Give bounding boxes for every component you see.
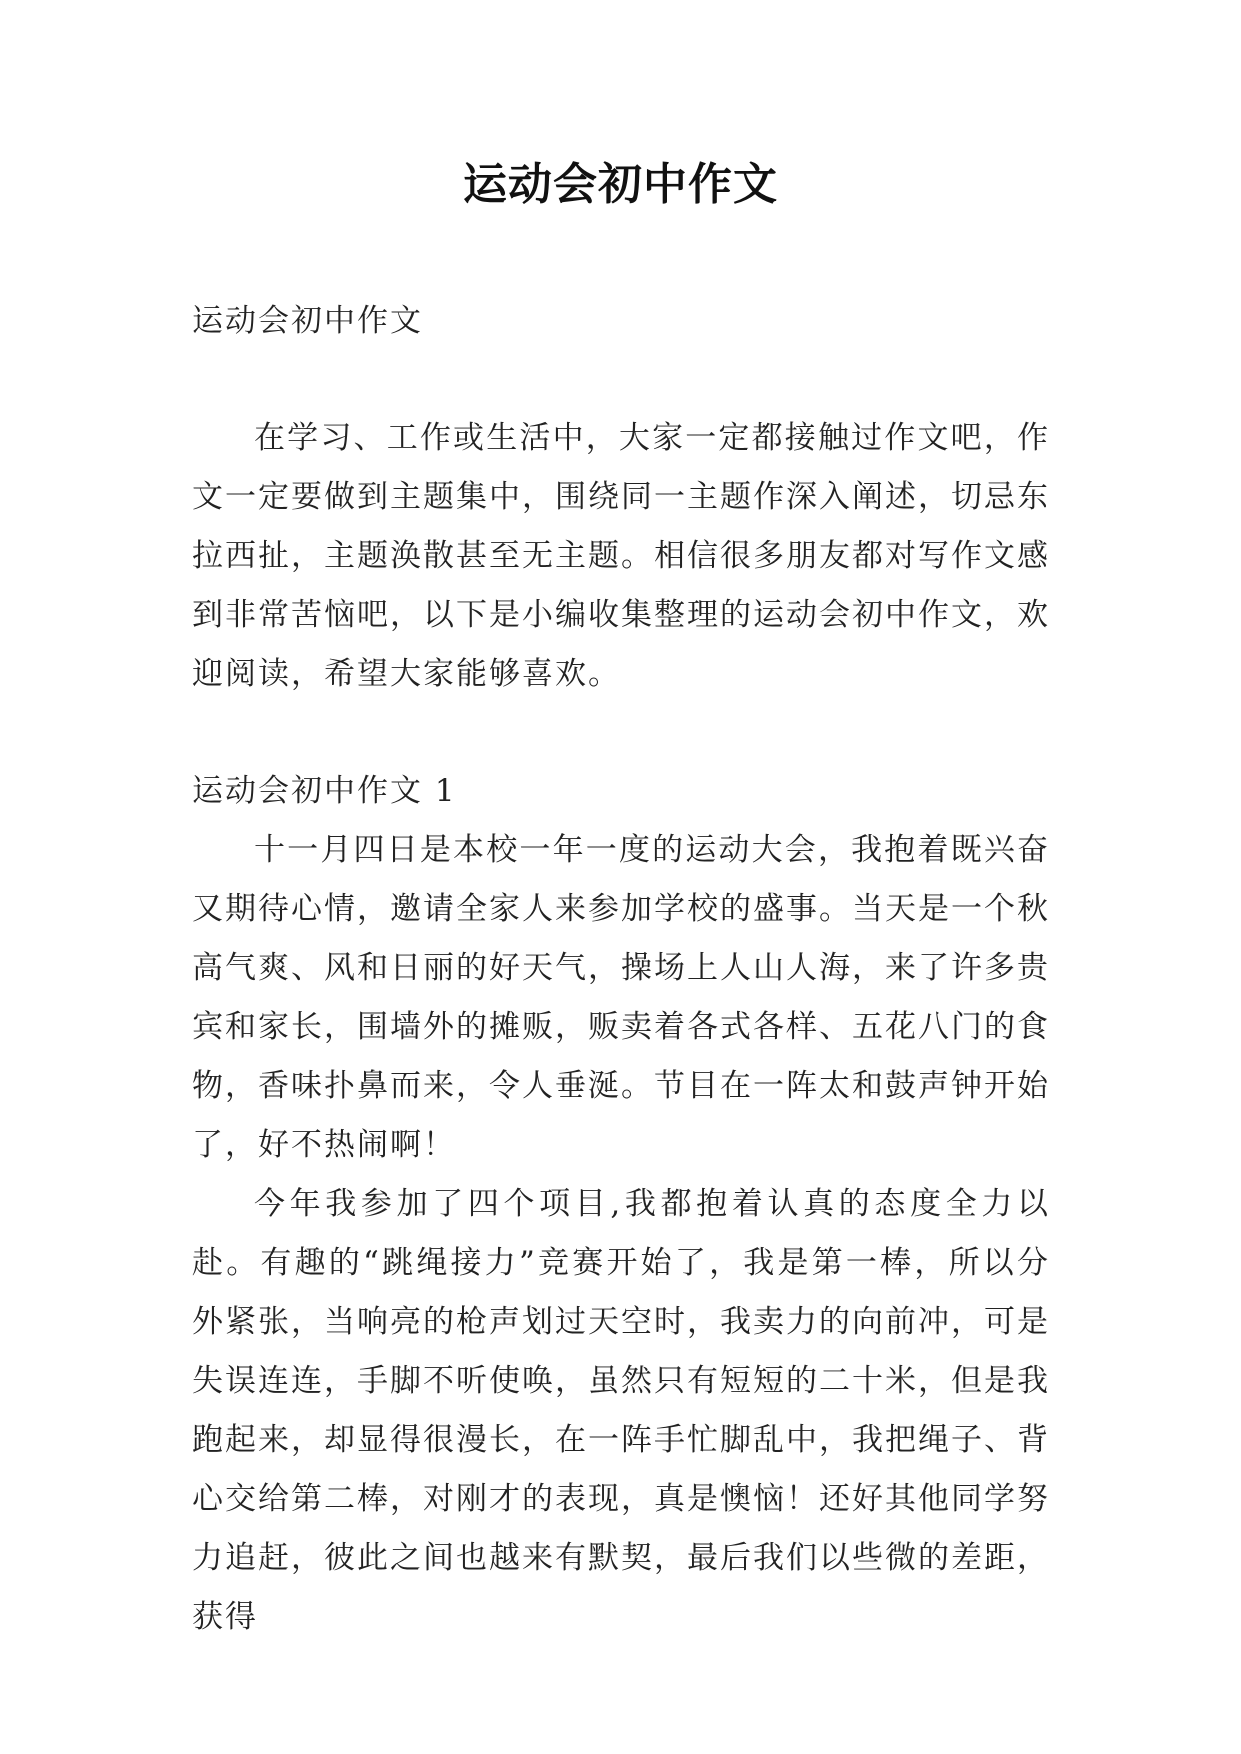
intro-paragraph: 在学习、工作或生活中，大家一定都接触过作文吧，作文一定要做到主题集中，围绕同一主题作深入阐述，切忌东拉西扯，主题涣散甚至无主题。相信很多朋友都对写作文感到非常苦恼吧，以下是小编收集整理的运动会初中作文，欢迎阅读，希望大家能够喜欢。: [192, 420, 1050, 692]
body-paragraph: 今年我参加了四个项目,我都抱着认真的态度全力以赴。有趣的“跳绳接力”竞赛开始了，我是第一棒，所以分外紧张，当响亮的枪声划过天空时，我卖力的向前冲，可是失误连连，手脚不听使唤，虽然只有短短的二十米，但是我跑起来，却显得很漫长，在一阵手忙脚乱中，我把绳子、背心交给第二棒，对刚才的表现，真是懊恼！还好其他同学努力追赶，彼此之间也越来有默契，最后我们以些微的差距，获得: [192, 1186, 1050, 1635]
body-paragraph: 十一月四日是本校一年一度的运动大会，我抱着既兴奋又期待心情，邀请全家人来参加学校的盛事。当天是一个秋高气爽、风和日丽的好天气，操场上人山人海，来了许多贵宾和家长，围墙外的摊贩，贩卖着各式各样、五花八门的食物，香味扑鼻而来，令人垂涎。节目在一阵太和鼓声钟开始了，好不热闹啊！: [192, 832, 1050, 1163]
document-subtitle: 运动会初中作文: [192, 303, 423, 339]
document-title: 运动会初中作文: [463, 159, 778, 210]
document-body: [192, 292, 1050, 1647]
section-heading: 运动会初中作文 1: [192, 773, 457, 809]
